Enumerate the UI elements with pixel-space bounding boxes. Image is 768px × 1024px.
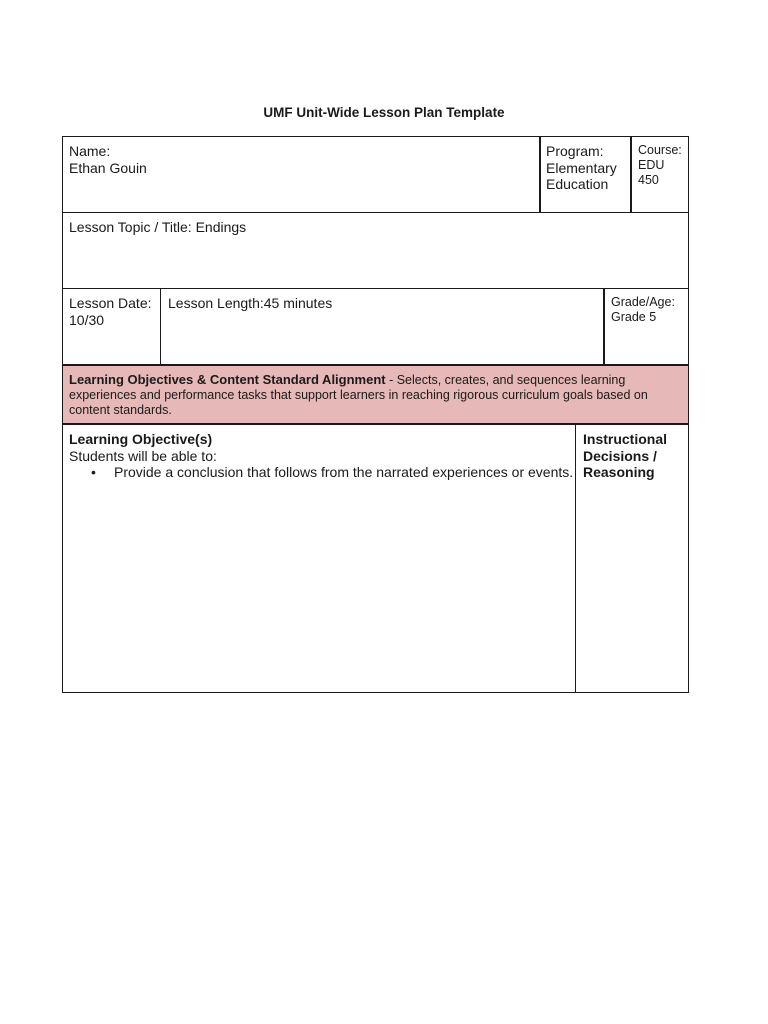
col-divider-instructional xyxy=(575,424,576,693)
course-label: Course: xyxy=(638,143,682,157)
program-label: Program: xyxy=(546,143,604,159)
objectives-banner-line1 xyxy=(69,372,686,388)
learning-objectives-cell xyxy=(69,431,571,464)
grade-cell xyxy=(611,295,687,325)
objectives-banner-desc-2: experiences and performance tasks that support learners in reaching rigorous curriculum goals based on xyxy=(69,388,648,402)
objectives-banner-desc-3: content standards. xyxy=(69,403,172,417)
learning-objectives-heading: Learning Objective(s) xyxy=(69,431,213,447)
date-label: Lesson Date: xyxy=(69,295,152,311)
name-cell xyxy=(69,143,534,176)
row-divider-4 xyxy=(62,423,689,425)
row-divider-2 xyxy=(62,288,689,289)
col-divider-course xyxy=(630,136,632,212)
date-cell xyxy=(69,295,159,328)
course-value-line1: EDU xyxy=(638,158,665,172)
col-divider-length xyxy=(160,288,161,364)
objective-bullet-item xyxy=(91,464,573,481)
objectives-banner-separator: - xyxy=(385,373,397,387)
topic-cell xyxy=(69,219,679,236)
date-value: 10/30 xyxy=(69,311,105,328)
instructional-heading-line2: Decisions / xyxy=(583,447,657,464)
instructional-heading-line3: Reasoning xyxy=(583,464,655,480)
objectives-banner-heading: Learning Objectives & Content Standard Alignment xyxy=(69,372,386,387)
course-value-line2: 450 xyxy=(638,173,659,187)
length-cell xyxy=(168,295,598,312)
topic-text: Lesson Topic / Title: Endings xyxy=(69,219,247,235)
col-divider-grade xyxy=(603,288,605,364)
objective-bullet-text: Provide a conclusion that follows from the narrated experiences or events. xyxy=(114,464,574,480)
program-value-line1: Elementary xyxy=(546,159,617,176)
course-cell xyxy=(638,143,688,188)
bullet-icon: • xyxy=(91,464,96,480)
learning-objectives-intro: Students will be able to: xyxy=(69,447,217,464)
row-divider-1 xyxy=(62,212,689,213)
objectives-banner-desc-1: Selects, creates, and sequences learning xyxy=(396,373,626,387)
program-cell xyxy=(546,143,628,193)
objectives-banner xyxy=(69,372,686,418)
col-divider-program xyxy=(539,136,541,212)
grade-label: Grade/Age: xyxy=(611,295,675,309)
program-value-line2: Education xyxy=(546,176,609,192)
grade-value: Grade 5 xyxy=(611,310,657,324)
length-text: Lesson Length:45 minutes xyxy=(168,295,333,311)
name-label: Name: xyxy=(69,143,111,159)
instructional-decisions-cell xyxy=(583,431,687,481)
instructional-heading-line1: Instructional xyxy=(583,431,668,447)
name-value: Ethan Gouin xyxy=(69,159,147,176)
page-title: UMF Unit-Wide Lesson Plan Template xyxy=(263,105,505,120)
